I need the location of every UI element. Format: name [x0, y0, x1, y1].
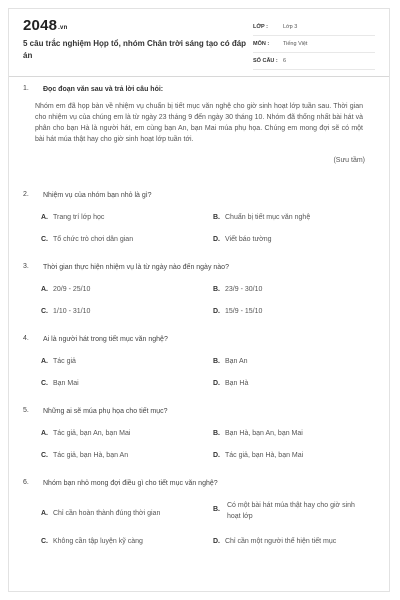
worksheet-title: 5 câu trắc nghiệm Họp tổ, nhóm Chân trời sáng tạo có đáp án	[23, 39, 247, 60]
option-a[interactable]	[41, 357, 76, 367]
option-letter: B.	[213, 358, 220, 365]
option-d[interactable]	[213, 307, 262, 317]
option-letter: B.	[213, 214, 220, 221]
option-letter: D.	[213, 308, 220, 315]
option-d[interactable]	[213, 235, 272, 245]
meta-key: LỚP :	[253, 24, 268, 30]
meta-row-subject	[253, 36, 375, 53]
option-letter: B.	[213, 286, 220, 293]
option-text: Tác giả	[53, 358, 76, 365]
meta-row-class	[253, 19, 375, 36]
option-letter: A.	[41, 214, 48, 221]
option-a[interactable]	[41, 213, 104, 223]
question-text: Những ai sẽ múa phụ họa cho tiết mục?	[43, 408, 168, 415]
option-letter: C.	[41, 452, 48, 459]
option-letter: A.	[41, 430, 48, 437]
option-text: 23/9 - 30/10	[225, 286, 263, 293]
meta-key: SỐ CÂU :	[253, 58, 278, 64]
option-d[interactable]	[213, 451, 303, 461]
option-text: Có một bài hát múa thật hay cho giờ sinh hoạt lớp	[227, 502, 355, 520]
option-letter: C.	[41, 380, 48, 387]
option-letter: C.	[41, 308, 48, 315]
meta-value: 6	[283, 58, 287, 64]
option-d[interactable]	[213, 537, 336, 547]
option-b[interactable]	[213, 500, 363, 526]
option-c[interactable]	[41, 235, 133, 245]
worksheet-page	[8, 8, 390, 592]
option-text: Bạn Mai	[53, 380, 79, 387]
option-c[interactable]	[41, 537, 143, 547]
option-b[interactable]	[213, 357, 248, 367]
question-text: Thời gian thực hiện nhiệm vụ là từ ngày nào đến ngày nào?	[43, 264, 229, 271]
passage-source: (Sưu tầm)	[333, 157, 365, 164]
option-letter: A.	[41, 358, 48, 365]
option-d[interactable]	[213, 379, 248, 389]
option-text: Trang trí lớp học	[53, 214, 105, 221]
option-a[interactable]	[41, 429, 130, 439]
logo-text: 2048	[23, 17, 58, 34]
question-number: 3.	[23, 263, 29, 270]
option-text: Tác giả, bạn Hà, bạn Mai	[225, 452, 304, 459]
question-number: 2.	[23, 191, 29, 198]
option-text: Bạn Hà, bạn An, bạn Mai	[225, 430, 303, 437]
option-text: Chuẩn bị tiết mục văn nghệ	[225, 214, 311, 221]
option-letter: C.	[41, 236, 48, 243]
option-b[interactable]	[213, 429, 303, 439]
option-a[interactable]	[41, 285, 90, 295]
meta-value: Tiếng Việt	[283, 41, 308, 47]
option-text: Tổ chức trò chơi dân gian	[53, 236, 134, 243]
option-text: Viết báo tường	[225, 236, 272, 243]
option-text: Tác giả, bạn Hà, bạn An	[53, 452, 129, 459]
option-letter: C.	[41, 538, 48, 545]
option-letter: A.	[41, 510, 48, 517]
option-text: Bạn Hà	[225, 380, 249, 387]
question-text: Nhóm bạn nhỏ mong đợi điều gì cho tiết mục văn nghệ?	[43, 480, 218, 487]
logo-suffix: .vn	[58, 25, 68, 31]
meta-key: MÔN :	[253, 41, 270, 47]
question-number: 5.	[23, 407, 29, 414]
option-text: 20/9 - 25/10	[53, 286, 91, 293]
meta-row-count	[253, 53, 375, 70]
option-a[interactable]	[41, 509, 160, 519]
site-logo[interactable]	[23, 17, 67, 34]
option-letter: D.	[213, 380, 220, 387]
question-number: 6.	[23, 479, 29, 486]
option-text: 1/10 - 31/10	[53, 308, 91, 315]
option-letter: B.	[213, 430, 220, 437]
option-c[interactable]	[41, 451, 128, 461]
option-letter: B.	[213, 506, 220, 513]
option-letter: D.	[213, 538, 220, 545]
option-letter: D.	[213, 236, 220, 243]
reading-passage: Nhóm em đã họp bàn về nhiệm vụ chuẩn bị tiết mục văn nghệ cho giờ sinh hoạt lớp tuần sau. Thời gian cho nhiệm vụ của chúng em là từ ngày 23 tháng 9 đến ngày 30 tháng 10. Nhóm đã thống nhất bài hát và phân cho bạn Hà là người hát, em cùng bạn An, bạn Mai múa phụ họa. Chúng em mong đợi sẽ có một bài hát múa thật hay cho giờ sinh hoạt lớp tuần tới.	[35, 103, 363, 143]
question-text: Ai là người hát trong tiết mục văn nghệ?	[43, 336, 168, 343]
meta-table	[253, 19, 375, 70]
option-text: Tác giả, bạn An, bạn Mai	[53, 430, 131, 437]
worksheet-header	[9, 9, 389, 73]
option-c[interactable]	[41, 307, 90, 317]
question-text: Nhiệm vụ của nhóm bạn nhỏ là gì?	[43, 192, 152, 199]
option-b[interactable]	[213, 285, 262, 295]
option-c[interactable]	[41, 379, 79, 389]
option-text: Chỉ cần hoàn thành đúng thời gian	[53, 510, 161, 517]
option-text: 15/9 - 15/10	[225, 308, 263, 315]
question-text: Đọc đoạn văn sau và trả lời câu hỏi:	[43, 86, 164, 93]
option-b[interactable]	[213, 213, 310, 223]
option-letter: D.	[213, 452, 220, 459]
header-divider	[9, 76, 389, 77]
option-text: Chỉ cần một người thể hiện tiết mục	[225, 538, 337, 545]
meta-value: Lớp 3	[283, 24, 298, 30]
question-number: 1.	[23, 85, 29, 92]
question-number: 4.	[23, 335, 29, 342]
option-text: Bạn An	[225, 358, 248, 365]
option-text: Không cần tập luyện kỹ càng	[53, 538, 143, 545]
option-letter: A.	[41, 286, 48, 293]
